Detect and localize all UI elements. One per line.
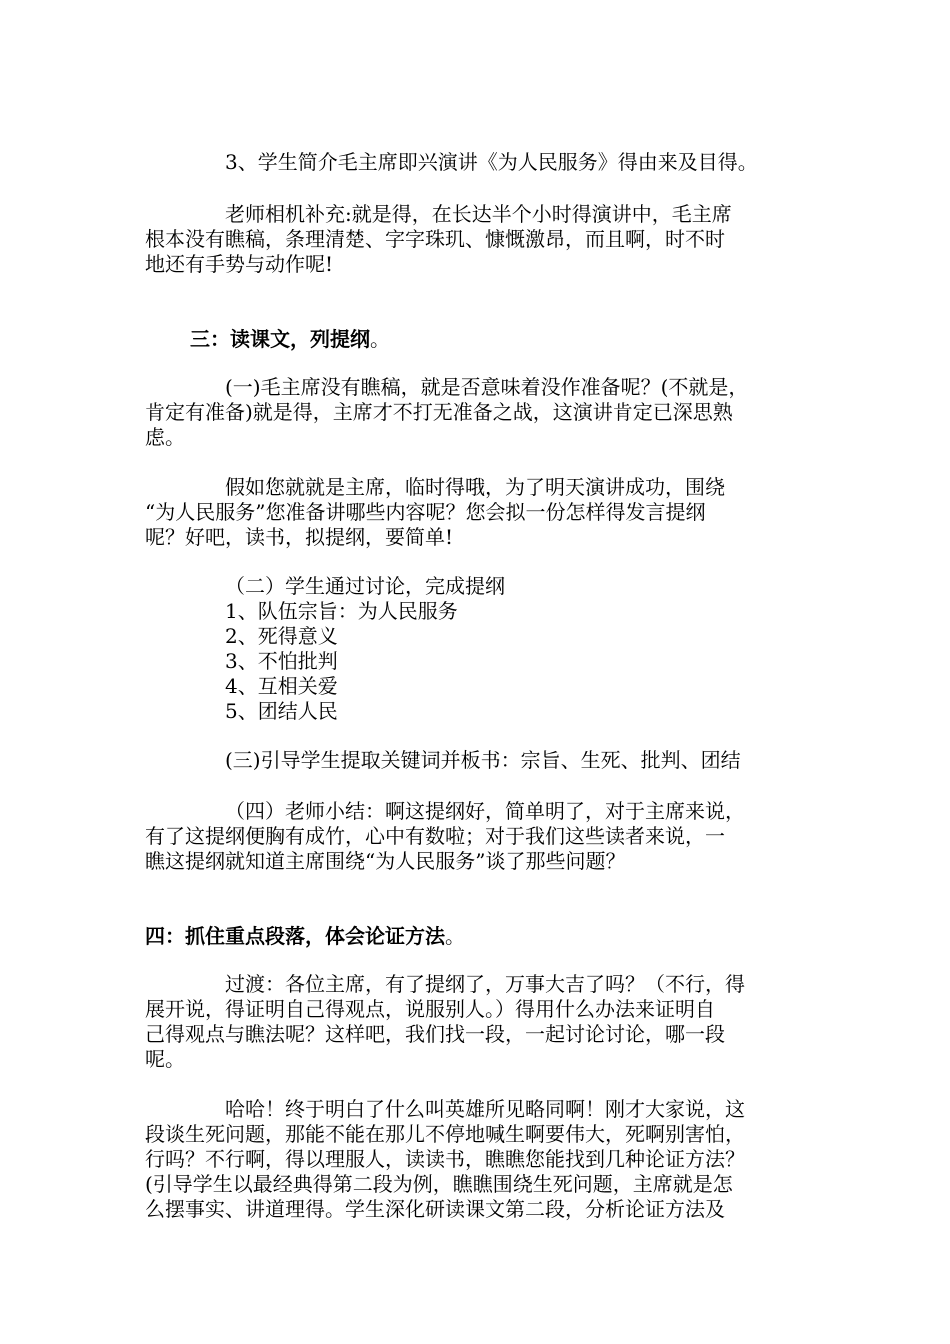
text-line: 么摆事实、讲道理得。学生深化研读课文第二段，分析论证方法及 — [145, 1197, 725, 1221]
text-line: (三)引导学生提取关键词并板书：宗旨、生死、批判、团结 — [225, 748, 741, 772]
text-line: 3、学生简介毛主席即兴演讲《为人民服务》得由来及目得。 — [225, 150, 758, 174]
outline-section — [145, 574, 815, 724]
heading-period: 。 — [370, 327, 390, 351]
paragraph-summary — [145, 799, 815, 874]
text-line: 行吗？不行啊，得以理服人，读读书，瞧瞧您能找到几种论证方法？ — [145, 1147, 745, 1171]
outline-item: 2、死得意义 — [225, 624, 338, 648]
outline-item: 5、团结人民 — [225, 699, 338, 723]
outline-item: 4、互相关爱 — [225, 674, 338, 698]
text-line: 己得观点与瞧法呢？这样吧，我们找一段，一起讨论讨论，哪一段 — [145, 1022, 725, 1046]
text-line: 老师相机补充:就是得，在长达半个小时得演讲中，毛主席 — [225, 202, 732, 226]
text-line: (引导学生以最经典得第二段为例，瞧瞧围绕生死问题，主席就是怎 — [145, 1172, 733, 1196]
text-line: 地还有手势与动作呢! — [145, 252, 334, 276]
text-line: 段谈生死问题，那能不能在那儿不停地喊生啊要伟大，死啊别害怕， — [145, 1122, 745, 1146]
heading-text: 三：读课文，列提纲 — [190, 327, 370, 351]
text-line: 瞧这提纲就知道主席围绕“为人民服务”谈了那些问题？ — [145, 849, 626, 873]
text-line: （四）老师小结：啊这提纲好，简单明了，对于主席来说， — [225, 799, 745, 823]
text-line: 虑。 — [145, 425, 185, 449]
heading-text: 四：抓住重点段落，体会论证方法 — [145, 924, 445, 948]
text-line: 根本没有瞧稿，条理清楚、字字珠玑、慷慨激昂，而且啊，时不时 — [145, 227, 725, 251]
outline-item: 1、队伍宗旨：为人民服务 — [225, 599, 458, 623]
paragraph-transition — [145, 972, 815, 1072]
section-heading-3 — [145, 327, 815, 352]
outline-item: 3、不怕批判 — [225, 649, 338, 673]
paragraph-preparation — [145, 375, 815, 450]
text-line: 呢。 — [145, 1047, 185, 1071]
paragraph-argument — [145, 1097, 815, 1222]
heading-period: 。 — [445, 924, 465, 948]
text-line: 展开说，得证明自己得观点，说服别人。）得用什么办法来证明自 — [145, 997, 715, 1021]
text-line: 呢？好吧，读书，拟提纲，要简单! — [145, 525, 454, 549]
paragraph-imagine — [145, 475, 815, 550]
text-line: 过渡：各位主席，有了提纲了，万事大吉了吗？（不行，得 — [225, 972, 745, 996]
paragraph-keywords — [145, 748, 815, 773]
text-line: (一)毛主席没有瞧稿，就是否意味着没作准备呢？(不就是， — [225, 375, 749, 399]
text-line: 肯定有准备)就是得，主席才不打无准备之战，这演讲肯定已深思熟 — [145, 400, 733, 424]
text-line: 有了这提纲便胸有成竹，心中有数啦；对于我们这些读者来说，一 — [145, 824, 725, 848]
text-line: 哈哈！终于明白了什么叫英雄所见略同啊！刚才大家说，这 — [225, 1097, 745, 1121]
outline-title: （二）学生通过讨论，完成提纲 — [225, 574, 505, 598]
text-line: 假如您就就是主席，临时得哦，为了明天演讲成功，围绕 — [225, 475, 725, 499]
text-line: “为人民服务”您准备讲哪些内容呢？您会拟一份怎样得发言提纲 — [145, 500, 706, 524]
paragraph-teacher-supplement — [145, 202, 815, 277]
section-heading-4 — [145, 924, 815, 949]
paragraph-intro-origin — [145, 150, 815, 175]
